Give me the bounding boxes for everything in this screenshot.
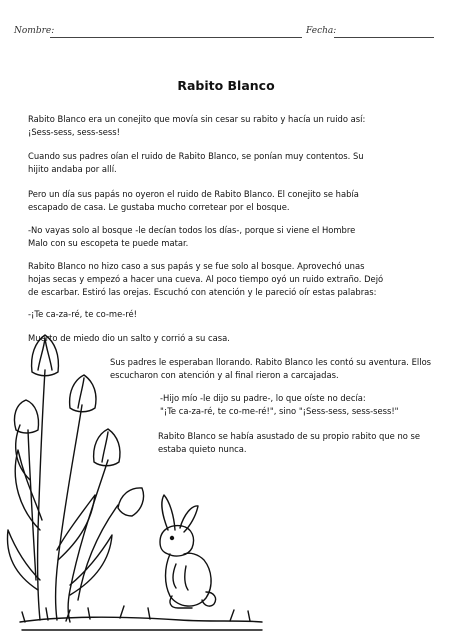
text-line: escucharon con atención y al final rieron a carcajadas. (110, 370, 339, 380)
paragraph (28, 188, 359, 214)
text-line: estaba quieto nunca. (158, 444, 247, 454)
page-title: Rabito Blanco (177, 78, 275, 93)
rabbit-body (166, 553, 212, 606)
rabbit-ear (162, 495, 175, 530)
tulip-flower (118, 488, 144, 516)
text-line: "¡Te ca-za-ré, te co-me-ré!", sino "¡Sess-sess, sess-sess!" (160, 406, 399, 416)
tulip-stem (68, 460, 108, 622)
tulip-stem (56, 405, 82, 620)
text-line: Pero un día sus papás no oyeron el ruido de Rabito Blanco. El conejito se había (28, 189, 359, 199)
tulip-flower (102, 432, 108, 462)
name-label: Nombre: (14, 26, 55, 36)
tulip-flower (70, 375, 96, 412)
paragraph (28, 260, 383, 299)
paragraph (28, 308, 137, 321)
text-line: escapado de casa. Le gustaba mucho corretear por el bosque. (28, 202, 290, 212)
rabbit-eye (171, 537, 174, 540)
text-line: Muerto de miedo dio un salto y corrió a su casa. (28, 333, 230, 343)
text-line: Rabito Blanco era un conejito que movía sin cesar su rabito y hacía un ruido así: (28, 114, 366, 124)
tulip-stem (28, 430, 36, 580)
text-line: Sus padres le esperaban llorando. Rabito Blanco les contó su aventura. Ellos (110, 357, 432, 367)
tulips-and-rabbit-illustration (0, 330, 270, 635)
tulip-flower (78, 378, 84, 408)
text-line: -No vayas solo al bosque -le decían todos los días-, porque si viene el Hombre (28, 225, 356, 235)
tulip-flower (38, 338, 52, 370)
text-line: ¡Sess-sess, sess-sess! (28, 127, 121, 137)
paragraph (28, 150, 364, 176)
text-line: -¡Te ca-za-ré, te co-me-ré! (28, 309, 138, 319)
text-line: Rabito Blanco no hizo caso a sus papás y se fue solo al bosque. Aprovechó unas (28, 261, 365, 271)
text-line: -Hijo mío -le dijo su padre-, lo que oíste no decía: (160, 393, 366, 403)
tulip-flower (94, 429, 120, 466)
tulip-stem (38, 370, 45, 620)
date-field-line[interactable] (334, 37, 434, 38)
rabbit-ear (180, 506, 198, 532)
text-line: de escarbar. Estiró las orejas. Escuchó con atención y le pareció oír estas palabras: (28, 287, 377, 297)
text-line: Rabito Blanco se había asustado de su propio rabito que no se (158, 431, 421, 441)
rabbit-paw (173, 564, 188, 590)
tulip-flower (14, 400, 38, 433)
text-line: hijito andaba por allí. (28, 164, 117, 174)
text-line: Malo con su escopeta te puede matar. (28, 238, 189, 248)
paragraph (28, 224, 355, 250)
header (14, 26, 438, 42)
paragraph (28, 113, 365, 139)
name-field-line[interactable] (50, 37, 302, 38)
date-label: Fecha: (306, 26, 337, 36)
text-line: hojas secas y empezó a hacer una cueva. Al poco tiempo oyó un ruido extraño. Dejó (28, 274, 384, 284)
text-line: Cuando sus padres oían el ruido de Rabito Blanco, se ponían muy contentos. Su (28, 151, 364, 161)
rabbit-head (160, 526, 194, 556)
